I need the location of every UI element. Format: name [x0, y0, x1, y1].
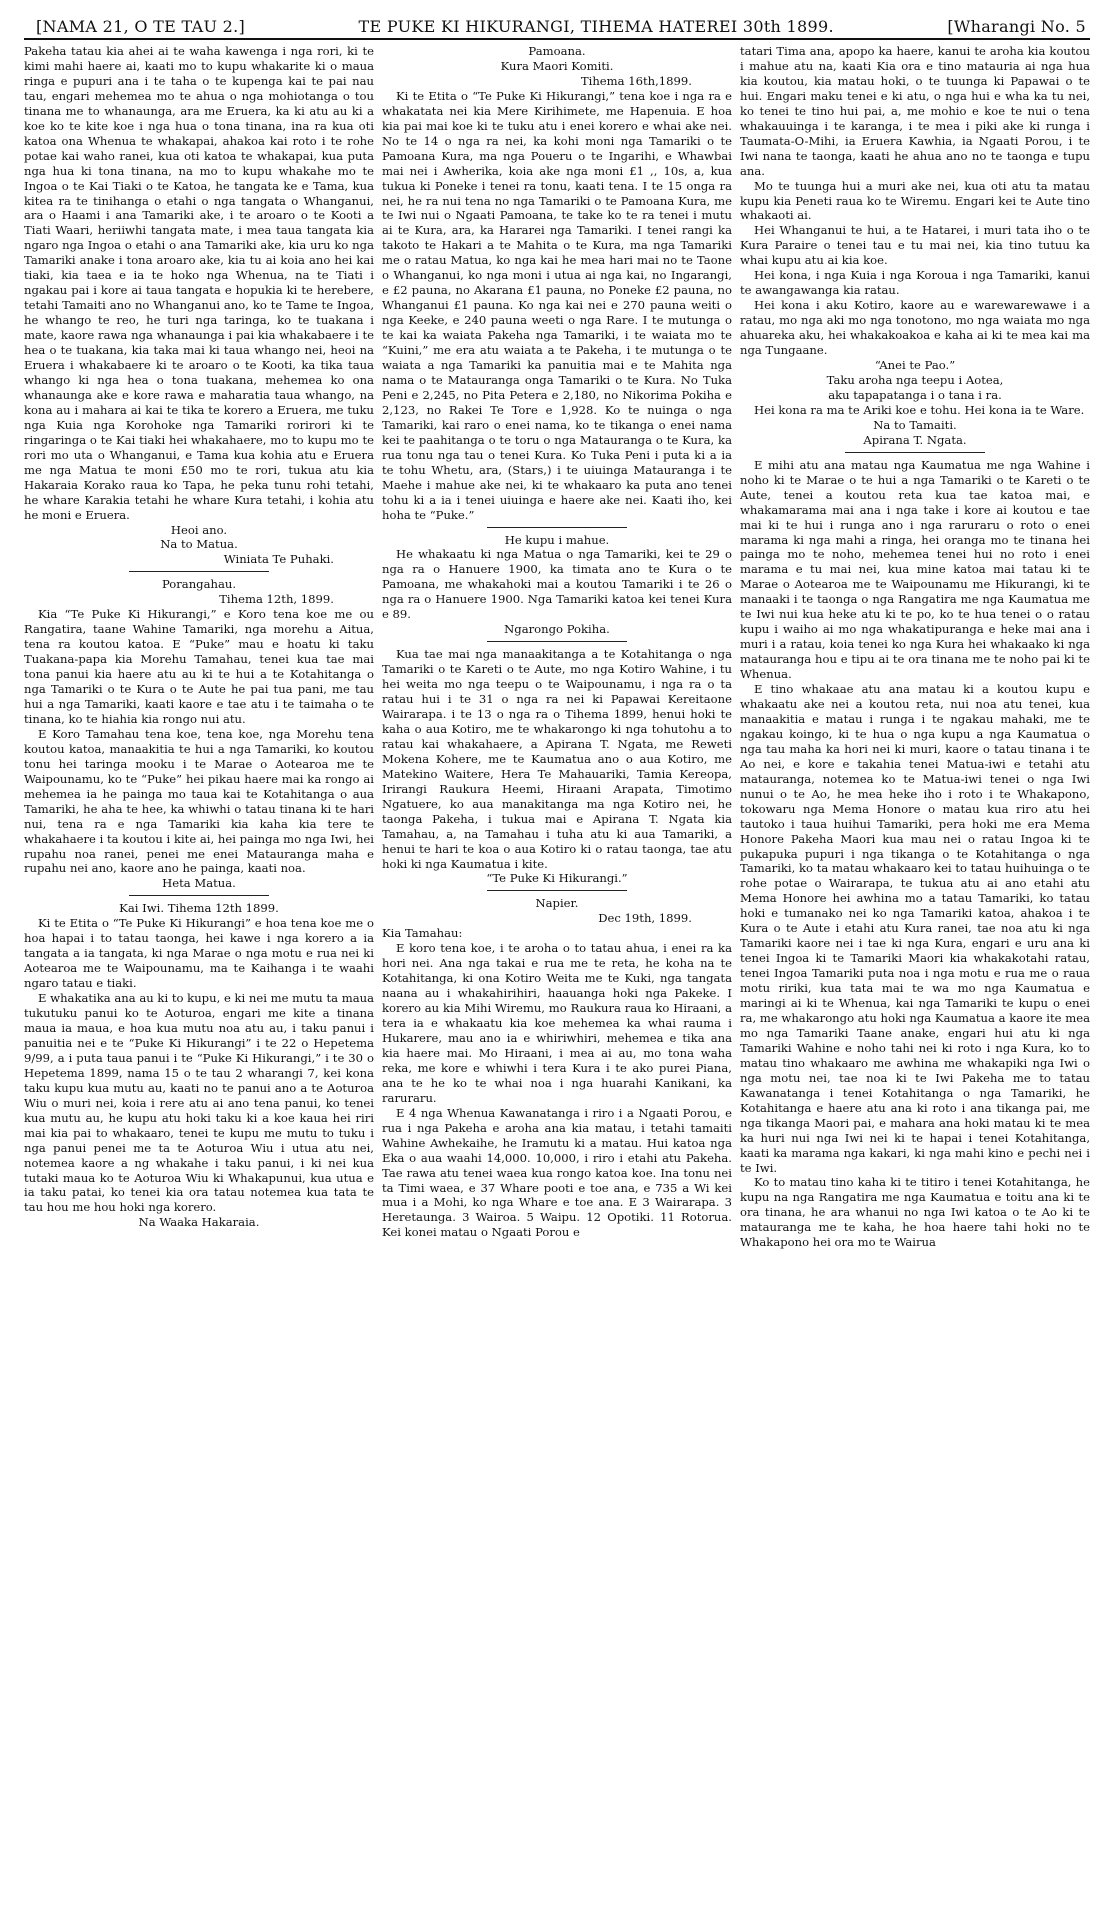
column-2 — [382, 44, 732, 1924]
article-paragraph: tatari Tima ana, apopo ka haere, kanui te aroha kia koutou i mahue atu na, kaati Kia ora e tino matauria ai nga hua kia koutou, kia matau hoki, o te tuunga ki Papawai o te hui. Engari maku tenei e ki atu, o nga hui e wha ka tu nei, ko tenei te tino hui pai, a, me mohio e koe te nui o tena whakauuinga i te karanga, i te mea i piki ake ki runga i Taumata-O-Mihi, ia Eruera Kawhia, ia Ngaati Porou, i te Iwi nana te taonga, kaati he ahua ano no te taonga e tupu ana. — [740, 44, 1090, 178]
article-paragraph: E Koro Tamahau tena koe, tena koe, nga Morehu tena koutou katoa, manaakitia te hui a nga Tamariki, ko koutou tonu hei taringa mooku i te Marae o Aotearoa me te Waipounamu, ko te “Puke” hei pikau haere mai ka rongo ai mehemea ia he painga mo taua kai te Kotahitanga o aua Tamariki, he aha te hee, ka whiwhi o tatau tinana ki te hari nui, tena ra e nga Tamariki kia kaha kia tere te whakahaere i ta koutou i kite ai, hei painga mo nga Iwi, hei rupahu noa ranei, penei me enei Matauranga maha e rupahu nei ano, kaore ano he painga, kaati noa. — [24, 726, 374, 876]
article-paragraph: Hei kona i aku Kotiro, kaore au e warewarewawe i a ratau, mo nga aki mo nga tonotono, mo nga waiata mo nga ahuareka aku, hei whakakoakoa e kaha ai ki te mea kai ma nga Tungaane. — [740, 298, 1090, 358]
signoff: Na to Tamaiti. — [873, 417, 957, 432]
article-paragraph: E whakatika ana au ki to kupu, e ki nei me mutu ta maua tukutuku panui ko te Aoturoa, engari me kite a tinana maua ia maua, e hoa kua mutu noa atu au, i taku panui i panuitia nei e te “Puke Ki Hikurangi” i te 22 o Hepetema 9/99, a i puta taua panui i te “Puke Ki Hikurangi,” i te 30 o Hepetema 1899, nama 15 o te tau 2 wharangi 7, kei kona taku kupu kua mutu au, kaati no te panui ano a te Aoturoa Wiu o muri nei, koia i rere atu ai ano tena panui, ko tenei kua mutu au, he kupu atu hoki taku ki a koe kaua hei riri mai kia pai to whakaaro, tenei te kupu me mutu to tuku i nga panui penei me ta te Aoturoa Wiu i utua atu nei, notemea kaore a ng whakahe i taku panui, i ki nei kua tutaki maua ko te Aoturoa Wiu ki Whakapunui, kua utua e ia taku patai, ko tenei kia ora tatau notemea kua tata te tau hou me hou hoki nga korero. — [24, 991, 374, 1215]
article-paragraph: Ko to matau tino kaha ki te titiro i tenei Kotahitanga, he kupu na nga Rangatira me nga Kaumatua e toitu ana ki te ora tinana, he ara whanui no nga Iwi katoa o te Ao ki te matauranga me te kaha, he hoa haere tahi hoki no te Whakapono hei ora mo te Wairua — [740, 1175, 1090, 1250]
article-paragraph: Kia “Te Puke Ki Hikurangi,” e Koro tena koe me ou Rangatira, taane Wahine Tamariki, nga morehu a Aitua, tena ra koutou katoa. E “Puke” mau e hoatu ki taku Tuakana-papa kia Morehu Tamahau, tenei kua tae mai tona panui kia haere atu au ki te hui a te Kotahitanga o nga Tamariki o te Kura o te Aute he pai tua pani, me tau hui a nga Tamariki, kaati kaore e tae atu i te taimaha o te tinana, ko te hiahia kia rongo nui atu. — [24, 607, 374, 726]
article-paragraph: Ki te Etita o “Te Puke Ki Hikurangi” e hoa tena koe me o hoa hapai i to tatau taonga, hei kawe i nga korero a ia tangata a ia tangata, ki nga Marae o nga motu e rua nei ki Aotearoa me te Waipounamu, ma te Kaihanga i te waahi ngaro tatau e tiaki. — [24, 916, 374, 991]
article-paragraph: He whakaatu ki nga Matua o nga Tamariki, kei te 29 o nga ra o Hanuere 1900, ka timata ano te Kura o te Pamoana, me whakahoki mai a koutou Tamariki i te 26 o nga ra o Hanuere 1900. Nga Tamariki katoa kei tenei Kura e 89. — [382, 547, 732, 622]
article-paragraph: E mihi atu ana matau nga Kaumatua me nga Wahine i noho ki te Marae o te hui a nga Tamariki o te Kareti o te Aute, tenei a koutou reta kua tae katoa mai, e whakamarama mai ana i nga take i kore ai koutou e tae mai ki te hui i runga ano i nga raruraru o roto o enei marama ki nga mahi a ringa, hei oranga mo te tinana hei painga mo te noho, mehemea tenei hui no roto i enei marama e tu mai nei, kua mine katoa mai tatau ki te Marae o Aotearoa me te Waipounamu me Hikurangi, ki te manaaki i te taonga o nga Rangatira me nga Kaumatua me te Iwi nui kua heke atu ki te po, ko te hua tenei o o ratau kupu i waiho ai mo nga whakatipuranga e heke mai ana i muri i a ratau, koia tenei ko nga Kura hei whakaako ki nga matauranga hou e tipu ai te ora tinana me te noho pai ki te Whenua. — [740, 457, 1090, 682]
article-place: Porangahau. — [161, 577, 237, 592]
song-line: aku tapapatanga i o tana i ra. — [828, 387, 1002, 402]
author-signature: Winiata Te Puhaki. — [223, 552, 334, 567]
article-place: Napier. — [535, 896, 579, 911]
article-paragraph: Hei kona, i nga Kuia i nga Koroua i nga Tamariki, kanui te awangawanga kia ratau. — [740, 268, 1090, 298]
author-signature: Apirana T. Ngata. — [863, 432, 967, 447]
issue-number: [NAMA 21, O TE TAU 2.] — [36, 17, 246, 36]
divider — [845, 452, 985, 453]
divider — [487, 890, 627, 891]
author-signature: Na Waaka Hakaraia. — [138, 1215, 260, 1230]
divider — [129, 571, 269, 572]
author-signature: Heta Matua. — [162, 876, 236, 891]
salutation: Kia Tamahau: — [382, 926, 463, 941]
article-date: Tihema 16th,1899. — [580, 73, 692, 88]
article-paragraph: Pakeha tatau kia ahei ai te waha kawenga i nga rori, ki te kimi mahi haere ai, kaati mo to kupu whakarite ki o maua ringa e pupuri ana i te taha o te kupenga kai te pai nau tau, engari mehemea mo te ahua o nga mohiotanga o tou tinana me to whanaunga, ara me Eruera, ka ki atu au ki a koe ko te kite koe i nga hua o tona tinana, ina ra kua oti katoa ona Whenua te whakapai, ahakoa kai roto i te rohe potae kai waho ranei, kua oti katoa te whakapai, kua puta nga hua ki tona tinana, na mo to kupu whakahe mo te Ingoa o te Kai Tiaki o te Katoa, he tangata ke e Tama, kua kitea ra te tinihanga o etahi o nga tangata o Whanganui, ara o Haami i ana Tamariki ake, i te aroaro o te Kooti a Tiati Waari, heriiwhi tangata mate, i mea taua tangata kia ngaro nga Ingoa o etahi o ana Tamariki ake, kia uru ko nga Tamariki anake i tona aroaro ake, kia tu ai koia ano hei kai tiaki, kia taea e ia te hoko nga Whenua, na te Tiati i ngakau pai i kore ai taua tangata e hopukia ki te herebere, tetahi Tamaiti ano no Whanganui ano, ko te Tame te Ingoa, he whango te reo, he turi nga taringa, ko te tuakana i mate, kaore rawa nga whanaunga i pai kia whakabaere i te hea o te tuakana, kia taka mai ki taua whango nei, heoi na Eruera i whakabaere ki te aroaro o te Kooti, ka tika taua whango ki nga hea o tona tuakana, mehemea ko ona whanaunga ake e kore rawa e maharatia taua whango, na kona au i mahara ai kai te tika te korero a Eruera, me tuku nga Kuia nga Korohoke nga Tamariki rorirori ki te ringaringa o te Kai tiaki hei whakahaere, mo to kupu mo te rori mo uta o Whanganui, e Tama kua kohia atu e Eruera me nga Matua te moni £50 mo te rori, tukua atu kia Hakaraia Korako raua ko Tapa, he peka tunu rohi tetahi, he whare Karakia tetahi he whare Kura tetahi, i kohia atu he moni e Eruera. — [24, 44, 374, 522]
article-paragraph: Hei kona ra ma te Ariki koe e tohu. Hei kona ia te Ware. — [754, 402, 1085, 417]
signoff: Na to Matua. — [160, 537, 238, 552]
article-place: Pamoana. — [528, 44, 586, 58]
article-heading: Kura Maori Komiti. — [500, 58, 614, 73]
article-heading: He kupu i mahue. — [504, 532, 610, 547]
column-1 — [24, 44, 374, 1924]
song-line: Taku aroha nga teepu i Aotea, — [826, 372, 1004, 387]
article-paragraph: Mo te tuunga hui a muri ake nei, kua oti atu ta matau kupu kia Peneti raua ko te Wiremu. Engari kei te Aute tino whakaoti ai. — [740, 178, 1090, 223]
article-paragraph: Hei Whanganui te hui, a te Hatarei, i muri tata iho o te Kura Paraire o tenei tau e tu mai nei, kia tino tutuu ka whai kupu atu ai kia koe. — [740, 223, 1090, 268]
article-paragraph: E 4 nga Whenua Kawanatanga i riro i a Ngaati Porou, e rua i nga Pakeha e aroha ana kia matau, i tetahi tamaiti Wahine Awhekaihe, he Iramutu ki a matau. Hui katoa nga Eka o aua waahi 14,000. 10,000, i riro i etahi atu Pakeha. Tae rawa atu tenei waea kua rongo katoa koe. Ina tonu nei ta Timi waea, e 37 Whare pooti e toe ana, e 735 a Wi kei mua i a Mohi, ko nga Whare e toe ana. E 3 Wairarapa. 3 Heretaunga. 3 Wairoa. 5 Waipu. 12 Opotiki. 11 Rotorua. Kei konei matau o Ngaati Porou e — [382, 1105, 732, 1240]
newspaper-title: TE PUKE KI HIKURANGI, TIHEMA HATEREI 30th 1899. — [358, 17, 834, 36]
masthead — [24, 12, 1090, 40]
article-paragraph: E tino whakaae atu ana matau ki a koutou kupu e whakaatu ake nei a koutou reta, nui noa atu tenei, kua manaakitia e matau i runga i te ngakau mahaki, me te ngakau koingo, ki te hua o nga kupu a nga Kaumatua o nga tau maha ka hori nei ki muri, kaore o tatau tinana i te Ao nei, e kore e takahia tenei Matua-iwi e tetahi atu matauranga, notemea ko te Matua-iwi tenei o nga Iwi nunui o te Ao, he mea heke iho i roto i te Whakapono, tokowaru nga Mema Honore o matau kua riro atu hei tautoko i taua huihui Tamariki, pera hoki me era Mema Honore Pakeha Maori kua mau nei o ratau Ingoa ki te pukapuka pupuri i nga tikanga o te Kotahitanga o nga Tamariki, ko ta matau whakaaro kei to tatau huihuinga o te rohe potae o Wairarapa, te tukua atu ai ano etahi atu Mema Honore hei awhina mo a tatau Tamariki, ko tatau hoki e tumanako nei ko nga Tamariki katoa, ahakoa i te Kura o te Aute i etahi atu Kura ranei, tae noa atu ki nga Tamariki kaore nei i tae ki nga Kura, engari e uru ana ki tenei Ingoa ki te Tamariki Maori kia whakakotahi ratau, tenei Ingoa Tamariki puta noa i nga motu e rua me o raua motu ririki, kua tata mai te wa mo nga Kaumatua e maringi ai ki te Whenua, kai nga Tamariki te kupu o enei ra, me whakarongo atu hoki nga Kaumatua a kaore ite mea mo nga Tamariki Taane anake, engari hui atu ki nga Tamariki Wahine e noho tahi nei ki roto i nga Kura, ko to matau tino whakaaro me awhina me whakapiki nga Iwi o nga motu nei, tae noa ki te Iwi Pakeha me to tatau Kawanatanga i tenei Kotahitanga o nga Tamariki, he Kotahitanga e haere atu ana ki roto i ana tikanga pai, me nga tikanga Maori pai, e mahara ana hoki matau ki te mea ka huri nui nga Iwi nei ki te hapai i tenei Kotahitanga, kaati ka marama nga kakari, ki nga mahi kino e pechi nei i te Iwi. — [740, 682, 1090, 1175]
article-paragraph: Ki te Etita o “Te Puke Ki Hikurangi,” tena koe i nga ra e whakatata nei kia Mere Kirihimete, me Hapenuia. E hoa kia pai mai koe ki te tuku atu i enei korero e whai ake nei. No te 14 o nga ra nei, ka kohi moni nga Tamariki o te Pamoana Kura, ma nga Poueru o te Ingarihi, e Whawbai mai nei i Awherika, koia ake nga moni £1 ,, 10s, a, kua tukua ki Poneke i tenei ra tonu, kaati tena. I te 15 onga ra nei, he ra nui tena no nga Tamariki o te Pamoana Kura, me te Iwi nui o Ngaati Pamoana, te take ko te ra tenei i mutu ai te Kura, ara, ka Hararei nga Tamariki. I tenei rangi ka takoto te Hakari a te Mahita o te Kura, ma nga Tamariki me o ratau Matua, ko nga kai he mea hari mai no te Taone o Whanganui, ko nga moni i utua ai nga kai, no Ingarangi, e £2 pauna, no Akarana £1 pauna, no Poneke £2 pauna, no Whanganui £1 pauna. Ko nga kai nei e 270 pauna weiti o nga Keeke, e 240 pauna weeti o nga Rare. I te mutunga o te kai ka waiata Pakeha nga Tamariki, i te waiata mo te “Kuini,” me era atu waiata a te Pakeha, i te mutunga o te waiata a nga Tamariki ka panuitia mai e te Mahita nga nama o te Matauranga onga Tamariki o te Kura. No Tuka Peni e 2,245, no Pita Petera e 2,180, no Nikorima Pokiha e 2,123, no Rakei Te Tore e 1,928. Ko te nuinga o nga Tamariki, kai raro o enei nama, ko te tikanga o enei nama kei te paahitanga o te toru o nga Matauranga o te Kura, ka rua tonu nga tau o tenei Kura. Ko Tuka Peni i puta ki a ia te tohu Whetu, ara, (Stars,) i te uiuinga Matauranga i te Maehe i mahue ake nei, ki te whakaaro ka puta ano tenei tohu ki a ia i tenei uiuinga e haere ake nei. Kaati iho, kei hoha te “Puke.” — [382, 88, 732, 522]
song-line: “Anei te Pao.” — [874, 358, 956, 373]
column-3 — [740, 44, 1090, 1924]
article-place-date: Kai Iwi. Tihema 12th 1899. — [119, 901, 279, 916]
article-paragraph: E koro tena koe, i te aroha o to tatau ahua, i enei ra ka hori nei. Ana nga takai e rua me te reta, he koha na te Kotahitanga, ki ona Kotiro Weita me te Kuki, nga tangata naana au i whakahirihiri, haauanga hoki nga Pakeke. I korero au kia Mihi Wiremu, mo Raukura raua ko Hiraani, a tera ia e whakaatu kia koe mehemea ka whai rauma i Hukarere, mau ano ia e whiriwhiri, mehemea e tika ana kia haere mai. Mo Hiraani, i mea ai au, mo tona waha reka, me kore e whiwhi i tera Kura i te ako purei Piana, ana te he ko te whai noa i nga huarahi Kanikani, ka raruraru. — [382, 941, 732, 1105]
author-signature: “Te Puke Ki Hikurangi.” — [486, 871, 628, 886]
page-number: [Wharangi No. 5 — [947, 17, 1086, 36]
columns — [24, 44, 1090, 1924]
divider — [487, 527, 627, 528]
article-date: Tihema 12th, 1899. — [219, 592, 334, 607]
article-paragraph: Kua tae mai nga manaakitanga a te Kotahitanga o nga Tamariki o te Kareti o te Aute, mo nga Kotiro Wahine, i tu hei weita mo nga teepu o te Waipounamu, i nga ra o ta ratau hui i te 31 o nga ra nei ki Papawai Kereitaone Wairarapa. i te 13 o nga ra o Tihema 1899, henui hoki te kaha o aua Kotiro, me te whakarongo ki nga tohutohu a to ratau kai whakahaere, a Apirana T. Ngata, me Reweti Mokena Kohere, me te Kaumatua ano o aua Kotiro, me Matekino Waitere, Hera Te Mahauariki, Tamia Kereopa, Irirangi Raukura Heemi, Hiraani Arapata, Timotimo Ngatuere, ko aua manakitanga ma nga Kotiro nei, he taonga Pakeha, i tukua mai e Apirana T. Ngata kia Tamahau, a, na Tamahau i tuha atu ki aua Tamariki, a henui te hari te koa o aua Kotiro ki o ratau taonga, tae atu hoki ki nga Kaumatua i kite. — [382, 647, 732, 871]
article-date: Dec 19th, 1899. — [598, 911, 692, 926]
signoff: Heoi ano. — [170, 522, 228, 537]
author-signature: Ngarongo Pokiha. — [504, 622, 610, 637]
divider — [129, 895, 269, 896]
divider — [487, 641, 627, 642]
